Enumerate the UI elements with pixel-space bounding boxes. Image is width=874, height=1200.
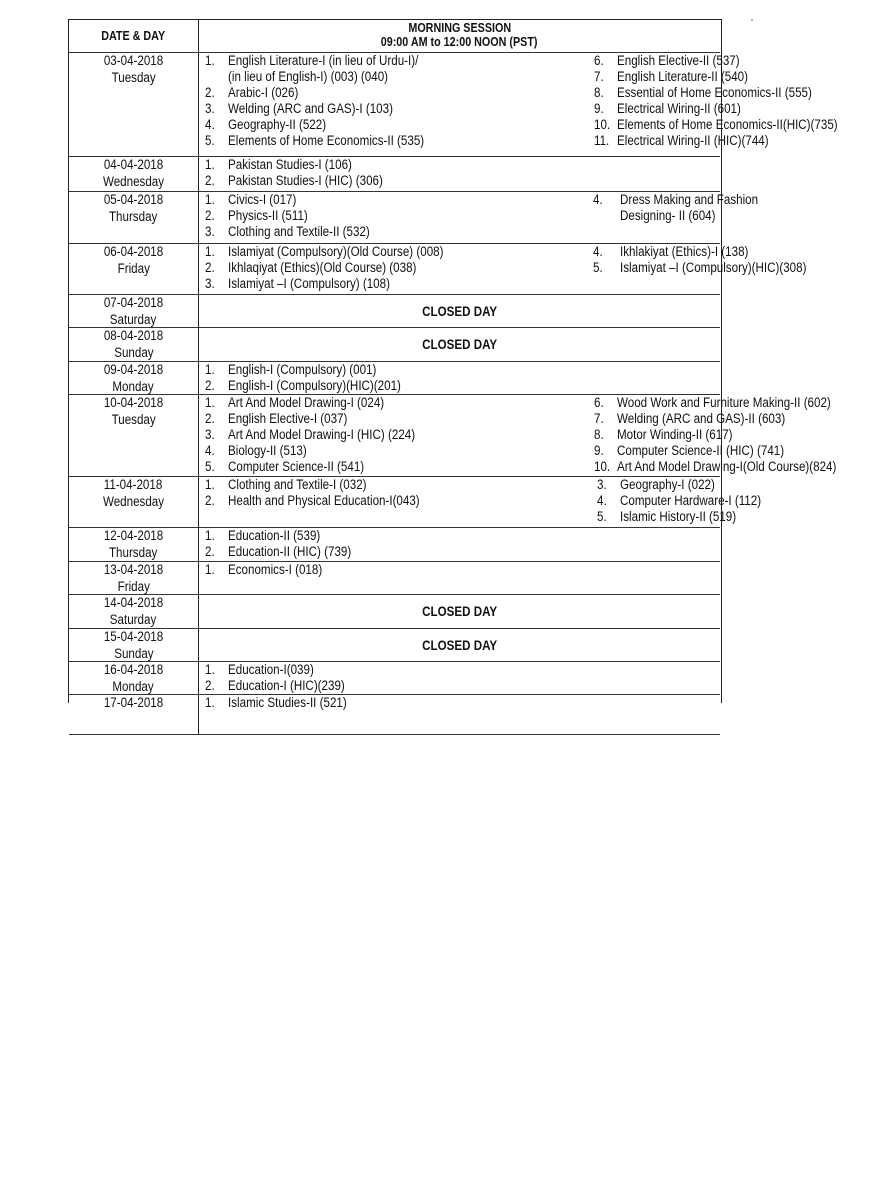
subject-item — [199, 244, 749, 260]
subject-item — [199, 427, 733, 443]
subject-name: Geography-II (522) — [228, 117, 327, 132]
subject-name: Islamic Studies-II (521) — [228, 695, 347, 710]
subject-number: 3. — [205, 101, 215, 116]
subject-name: Essential of Home Economics-II (555) — [617, 85, 812, 100]
subject-item — [199, 192, 759, 208]
subject-item — [199, 678, 719, 694]
schedule-row — [69, 477, 762, 528]
exam-date: 16-04-2018 — [103, 662, 164, 677]
exam-date: 12-04-2018 — [103, 528, 164, 543]
subject-item — [199, 378, 719, 394]
subject-number: 7. — [594, 411, 604, 426]
subject-number: 2. — [205, 378, 215, 393]
exam-date: 03-04-2018 — [103, 53, 164, 68]
subject-name: Elements of Home Economics-II(HIC)(735) — [617, 117, 838, 132]
date-cell — [69, 362, 199, 394]
exam-day: Saturday — [110, 311, 157, 327]
exam-date: 05-04-2018 — [103, 192, 164, 207]
subject-name: Education-I (HIC)(239) — [228, 678, 345, 693]
subject-number: 6. — [594, 395, 604, 410]
subject-number: 5. — [593, 260, 603, 275]
subject-name: Electrical Wiring-II (601) — [617, 101, 741, 116]
exam-date: 10-04-2018 — [103, 395, 164, 410]
closed-day-label: CLOSED DAY — [421, 337, 498, 352]
subject-name: Welding (ARC and GAS)-I (103) — [228, 101, 393, 116]
subject-name: Geography-I (022) — [620, 477, 715, 492]
exam-date: 14-04-2018 — [103, 595, 164, 610]
closed-day-label: CLOSED DAY — [421, 638, 498, 653]
exam-day: Monday — [112, 678, 155, 694]
subject-name: Art And Model Drawing-I (HIC) (224) — [228, 427, 416, 442]
subject-name: Islamiyat (Compulsory)(Old Course) (008) — [228, 244, 444, 259]
subject-name: Art And Model Drawing-I(Old Course)(824) — [617, 459, 837, 474]
subject-number: 4. — [597, 493, 607, 508]
subject-name: Pakistan Studies-I (106) — [228, 157, 352, 172]
header-date-cell — [69, 20, 199, 52]
subject-name: English Literature-II (540) — [617, 69, 749, 84]
subjects-cell — [199, 362, 720, 394]
subject-name: English-I (Compulsory) (001) — [228, 362, 377, 377]
scan-speck — [751, 19, 753, 21]
subject-name: Islamiyat –I (Compulsory) (108) — [228, 276, 390, 291]
subject-name: Motor Winding-II (617) — [617, 427, 733, 442]
exam-date: 06-04-2018 — [103, 244, 164, 259]
subject-item — [199, 544, 719, 560]
subject-number: 2. — [205, 85, 215, 100]
session-title: MORNING SESSION — [408, 21, 511, 35]
date-cell — [69, 477, 199, 527]
date-cell — [69, 695, 199, 734]
header-session-cell — [199, 20, 720, 52]
subject-number: 1. — [205, 192, 215, 207]
exam-day: Sunday — [113, 344, 154, 360]
exam-day: Tuesday — [111, 411, 156, 427]
subject-number: 1. — [205, 362, 215, 377]
subject-item — [199, 395, 831, 411]
subject-number: 3. — [205, 276, 215, 291]
subject-name: Education-II (HIC) (739) — [228, 544, 352, 559]
subject-item — [199, 117, 838, 133]
subject-name: Computer Science-II (HIC) (741) — [617, 443, 785, 458]
subject-item — [199, 208, 719, 224]
exam-day: Sunday — [113, 645, 154, 661]
date-cell — [69, 528, 199, 561]
subjects-cell — [199, 595, 720, 628]
subject-number: 3. — [597, 477, 607, 492]
subject-number: 4. — [593, 192, 603, 207]
subject-item — [199, 443, 785, 459]
subject-number: 2. — [205, 173, 215, 188]
subject-item — [199, 69, 749, 85]
subject-number: 4. — [593, 244, 603, 259]
schedule-row — [69, 695, 720, 735]
schedule-row — [69, 528, 720, 562]
subject-number: 5. — [597, 509, 607, 524]
subjects-cell — [199, 53, 838, 156]
subject-name: Wood Work and Furniture Making-II (602) — [617, 395, 831, 410]
subject-number: 5. — [205, 459, 215, 474]
date-cell — [69, 53, 199, 156]
date-cell — [69, 562, 199, 594]
subject-name: Ikhlaqiyat (Ethics)(Old Course) (038) — [228, 260, 417, 275]
subject-item — [199, 662, 719, 678]
subject-number: 10. — [594, 117, 611, 132]
subject-number: 4. — [205, 117, 215, 132]
subject-item — [199, 101, 741, 117]
subject-number: 1. — [205, 53, 215, 68]
subjects-cell — [199, 192, 759, 243]
exam-day: Wednesday — [102, 493, 165, 509]
subject-name: English-I (Compulsory)(HIC)(201) — [228, 378, 401, 393]
exam-day: Thursday — [109, 208, 158, 224]
subject-number: 1. — [205, 395, 215, 410]
subjects-cell — [199, 528, 720, 561]
exam-day: Thursday — [109, 544, 158, 560]
subject-number: 1. — [205, 662, 215, 677]
subject-name: Designing- II (604) — [620, 208, 716, 223]
exam-date: 09-04-2018 — [103, 362, 164, 377]
subject-name: Education-II (539) — [228, 528, 321, 543]
subject-name: Arabic-I (026) — [228, 85, 299, 100]
subject-item — [199, 85, 812, 101]
subject-name: (in lieu of English-I) (003) (040) — [228, 69, 389, 84]
schedule-row — [69, 362, 720, 395]
schedule-row — [69, 244, 807, 295]
date-column-header: DATE & DAY — [101, 29, 166, 43]
subject-item — [199, 411, 786, 427]
subject-item — [199, 276, 719, 292]
subjects-cell — [199, 395, 837, 476]
closed-day-row — [69, 595, 720, 629]
subjects-cell — [199, 477, 762, 527]
schedule-row — [69, 157, 720, 192]
subject-item — [199, 362, 719, 378]
exam-day: Monday — [112, 378, 155, 394]
subject-number: 8. — [594, 85, 604, 100]
subject-number: 2. — [205, 208, 215, 223]
exam-day: Friday — [117, 578, 150, 594]
subject-name: Computer Science-II (541) — [228, 459, 365, 474]
subject-name: Welding (ARC and GAS)-II (603) — [617, 411, 786, 426]
subject-number: 1. — [205, 244, 215, 259]
subjects-cell — [199, 295, 720, 327]
exam-date: 07-04-2018 — [103, 295, 164, 310]
subject-number: 1. — [205, 562, 215, 577]
closed-day-label: CLOSED DAY — [421, 604, 498, 619]
exam-date: 08-04-2018 — [103, 328, 164, 343]
subjects-cell — [199, 662, 720, 694]
exam-schedule-table — [68, 19, 838, 710]
exam-date: 13-04-2018 — [103, 562, 164, 577]
closed-day-label: CLOSED DAY — [421, 304, 498, 319]
date-cell — [69, 629, 199, 661]
exam-date: 15-04-2018 — [103, 629, 164, 644]
subjects-cell — [199, 244, 807, 294]
subject-name: Dress Making and Fashion — [620, 192, 759, 207]
subject-name: Ikhlakiyat (Ethics)-I (138) — [620, 244, 749, 259]
schedule-row — [69, 662, 720, 695]
subject-name: Art And Model Drawing-I (024) — [228, 395, 385, 410]
subject-number: 2. — [205, 544, 215, 559]
subject-number: 10. — [594, 459, 611, 474]
subject-item — [199, 493, 762, 509]
schedule-row — [69, 192, 759, 244]
subject-number: 2. — [205, 411, 215, 426]
subject-item — [199, 562, 719, 578]
subject-number: 3. — [205, 427, 215, 442]
subject-name: Biology-II (513) — [228, 443, 307, 458]
closed-day-row — [69, 295, 720, 328]
date-cell — [69, 662, 199, 694]
subject-name: English Elective-I (037) — [228, 411, 348, 426]
subjects-cell — [199, 695, 720, 734]
subjects-cell — [199, 629, 720, 661]
subject-name: Elements of Home Economics-II (535) — [228, 133, 425, 148]
subject-item — [199, 509, 737, 525]
subject-name: Islamic History-II (519) — [620, 509, 737, 524]
subject-item — [199, 477, 719, 493]
subject-number: 2. — [205, 678, 215, 693]
subject-number: 11. — [594, 133, 610, 148]
subject-number: 3. — [205, 224, 215, 239]
subject-name: Physics-II (511) — [228, 208, 308, 223]
session-time: 09:00 AM to 12:00 NOON (PST) — [381, 35, 538, 49]
subject-item — [199, 528, 719, 544]
exam-day — [69, 712, 198, 729]
subject-number: 4. — [205, 443, 215, 458]
subject-number: 5. — [205, 133, 215, 148]
date-cell — [69, 192, 199, 243]
subject-name: Clothing and Textile-I (032) — [228, 477, 367, 492]
date-cell — [69, 295, 199, 327]
subject-item — [199, 695, 719, 711]
subject-name: Electrical Wiring-II (HIC)(744) — [617, 133, 769, 148]
exam-day: Wednesday — [102, 173, 165, 189]
subject-number: 2. — [205, 493, 215, 508]
schedule-row — [69, 53, 838, 157]
closed-day-row — [69, 629, 720, 662]
subject-item — [199, 224, 719, 240]
subject-name: Economics-I (018) — [228, 562, 323, 577]
schedule-row — [69, 395, 837, 477]
date-cell — [69, 328, 199, 361]
schedule-row — [69, 562, 720, 595]
subjects-cell — [199, 328, 720, 361]
subject-name: English Elective-II (537) — [617, 53, 740, 68]
subject-item — [199, 157, 719, 173]
subject-name: Clothing and Textile-II (532) — [228, 224, 370, 239]
subjects-cell — [199, 157, 720, 191]
subject-number: 8. — [594, 427, 604, 442]
subject-name: Health and Physical Education-I(043) — [228, 493, 420, 508]
exam-day: Friday — [117, 260, 150, 276]
exam-date: 11-04-2018 — [104, 477, 163, 492]
exam-date: 04-04-2018 — [103, 157, 164, 172]
subject-name: Islamiyat –I (Compulsory)(HIC)(308) — [620, 260, 807, 275]
date-cell — [69, 157, 199, 191]
subject-name: Civics-I (017) — [228, 192, 297, 207]
exam-day: Tuesday — [111, 69, 156, 85]
exam-date: 17-04-2018 — [103, 695, 164, 710]
date-cell — [69, 244, 199, 294]
subject-number: 1. — [205, 477, 215, 492]
subject-number: 9. — [594, 443, 604, 458]
subject-number: 1. — [205, 695, 215, 710]
subject-item — [199, 133, 769, 149]
subject-number: 7. — [594, 69, 604, 84]
subject-number: 2. — [205, 260, 215, 275]
header-row — [69, 20, 720, 53]
subject-name: Education-I(039) — [228, 662, 314, 677]
exam-day: Saturday — [110, 611, 157, 627]
subject-number: 9. — [594, 101, 604, 116]
subject-name: English Literature-I (in lieu of Urdu-I)/ — [228, 53, 419, 68]
date-cell — [69, 395, 199, 476]
subject-name: Computer Hardware-I (112) — [620, 493, 762, 508]
closed-day-row — [69, 328, 720, 362]
date-cell — [69, 595, 199, 628]
subject-number: 1. — [205, 157, 215, 172]
subject-item — [199, 459, 837, 475]
subject-number: 6. — [594, 53, 604, 68]
subject-item — [199, 53, 740, 69]
subject-number: 1. — [205, 528, 215, 543]
subject-item — [199, 173, 719, 189]
subject-item — [199, 260, 807, 276]
subjects-cell — [199, 562, 720, 594]
subject-name: Pakistan Studies-I (HIC) (306) — [228, 173, 383, 188]
